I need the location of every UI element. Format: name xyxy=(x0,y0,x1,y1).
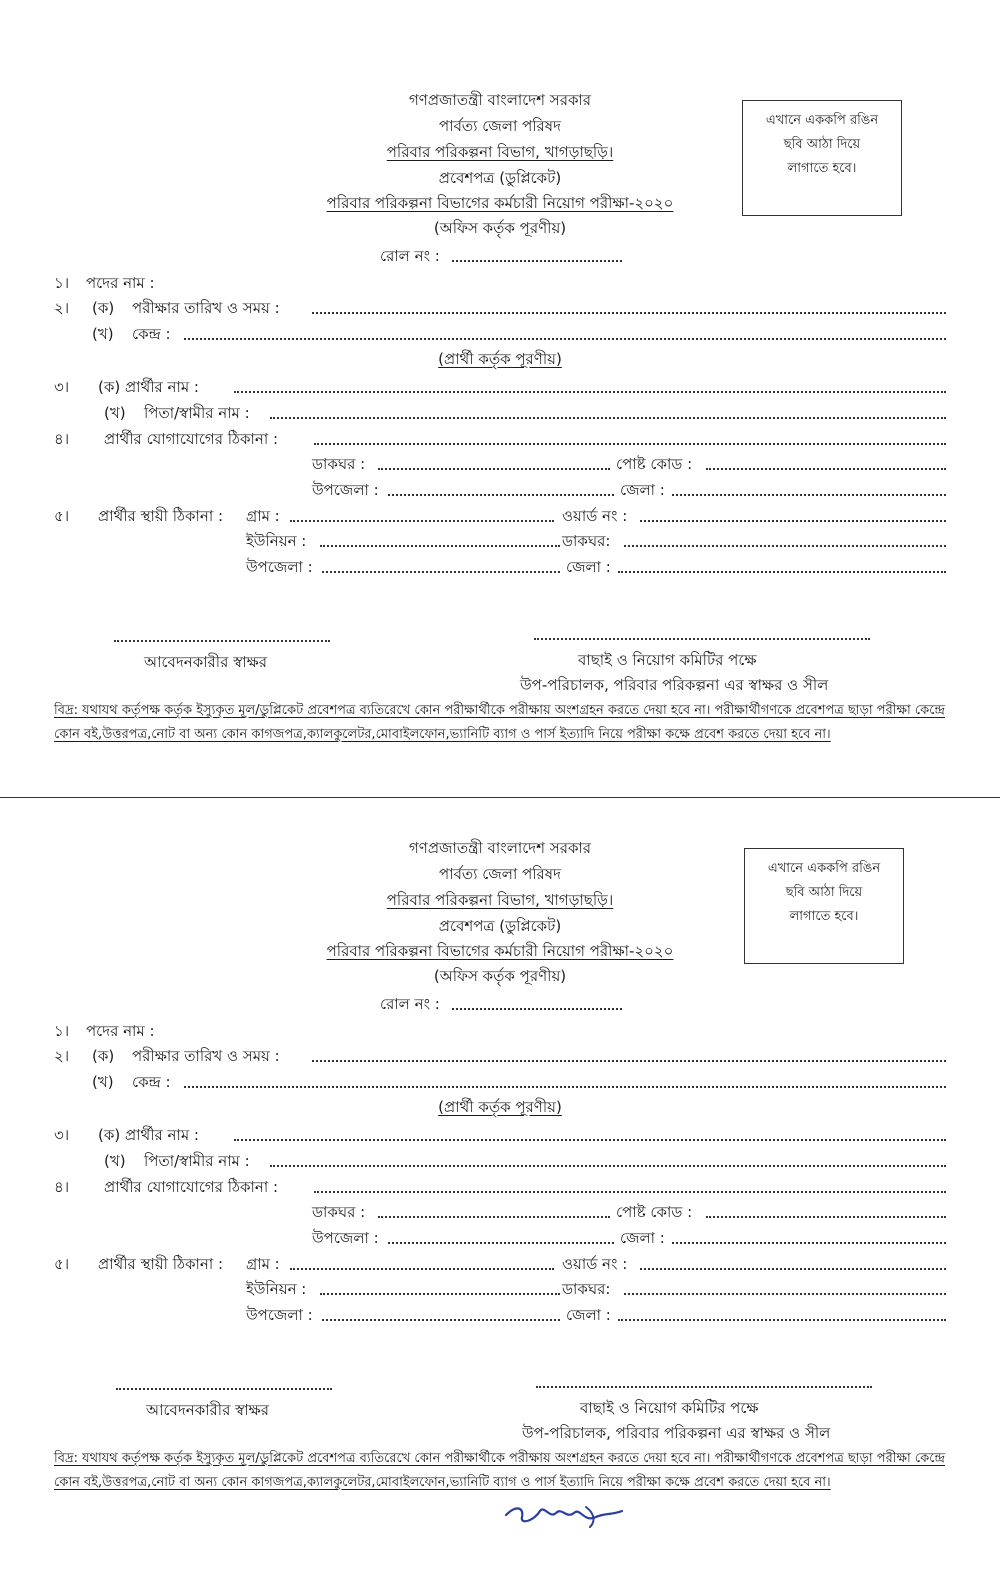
upazila-field[interactable] xyxy=(322,1319,560,1321)
union-label: ইউনিয়ন : xyxy=(246,532,307,550)
upazila-label: উপজেলা : xyxy=(312,481,379,499)
council-title: পার্বত্য জেলা পরিষদ xyxy=(439,117,561,135)
centre-label: কেন্দ্র : xyxy=(132,325,171,343)
exam-datetime-label: পরীক্ষার তারিখ ও সময় : xyxy=(132,1047,280,1065)
contact-address-field[interactable] xyxy=(314,1191,946,1193)
item-number: ৩। xyxy=(54,1126,70,1144)
exam-datetime-field[interactable] xyxy=(312,312,946,314)
district-label: জেলা : xyxy=(566,1306,611,1324)
applicant-signature-label: আবেদনকারীর স্বাক্ষর xyxy=(146,1401,269,1419)
roll-label: রোল নং : xyxy=(380,995,440,1013)
upazila-label: উপজেলা : xyxy=(246,558,313,576)
candidate-name-label: (ক) প্রার্থীর নাম : xyxy=(98,1126,199,1144)
photo-box xyxy=(744,848,904,964)
photo-text: ছবি আঠা দিয়ে xyxy=(785,885,863,900)
ward-label: ওয়ার্ড নং : xyxy=(562,1255,628,1273)
exam-datetime-field[interactable] xyxy=(312,1060,946,1062)
candidate-name-label: (ক) প্রার্থীর নাম : xyxy=(98,378,199,396)
kha-label: (খ) xyxy=(92,1073,114,1091)
item-number: ২। xyxy=(54,1047,70,1065)
applicant-signature-label: আবেদনকারীর স্বাক্ষর xyxy=(144,653,267,671)
postcode-label: পোষ্ট কোড : xyxy=(616,455,693,473)
district-field[interactable] xyxy=(618,571,946,573)
district-field[interactable] xyxy=(672,494,946,496)
gov-title: গণপ্রজাতন্ত্রী বাংলাদেশ সরকার xyxy=(408,91,592,109)
upazila-field[interactable] xyxy=(322,571,560,573)
committee-label: বাছাই ও নিয়োগ কমিটির পক্ষে xyxy=(580,1399,759,1417)
postoffice-label: ডাকঘর : xyxy=(312,1203,366,1221)
kha-label: (খ) xyxy=(92,325,114,343)
card-title: প্রবেশপত্র (ডুপ্লিকেট) xyxy=(438,917,562,935)
upazila-field[interactable] xyxy=(388,1242,614,1244)
council-title: পার্বত্য জেলা পরিষদ xyxy=(439,865,561,883)
district-label: জেলা : xyxy=(620,481,665,499)
kha-label: (খ) xyxy=(104,404,126,422)
permanent-address-label: প্রার্থীর স্থায়ী ঠিকানা : xyxy=(98,1255,224,1273)
roll-field[interactable] xyxy=(452,260,622,262)
district-field[interactable] xyxy=(672,1242,946,1244)
postoffice2-field[interactable] xyxy=(624,545,946,547)
ka-label: (ক) xyxy=(92,299,115,317)
father-label: পিতা/স্বামীর নাম : xyxy=(144,1152,250,1170)
photo-text: এখানে এককপি রঙিন xyxy=(765,113,879,128)
post-name-label: পদের নাম : xyxy=(86,1022,155,1040)
committee-signature-line[interactable] xyxy=(536,1386,872,1388)
centre-label: কেন্দ্র : xyxy=(132,1073,171,1091)
contact-address-label: প্রার্থীর যোগাযোগের ঠিকানা : xyxy=(104,1178,278,1196)
item-number: ১। xyxy=(54,1022,70,1040)
deputy-label: উপ-পরিচালক, পরিবার পরিকল্পনা এর স্বাক্ষর ও সীল xyxy=(522,1424,831,1442)
district-field[interactable] xyxy=(618,1319,946,1321)
village-label: গ্রাম : xyxy=(246,1255,280,1273)
card-title: প্রবেশপত্র (ডুপ্লিকেট) xyxy=(438,169,562,187)
ward-label: ওয়ার্ড নং : xyxy=(562,507,628,525)
candidate-fill-label: (প্রার্থী কর্তৃক পূরণীয়) xyxy=(438,350,562,368)
centre-field[interactable] xyxy=(184,1086,946,1088)
instruction-note: বিদ্র: যথাযথ কর্তৃপক্ষ কর্তৃক ইস্যুকৃত মূল/ডুপ্লিকেট প্রবেশপত্র ব্যতিরেখে কোন পরীক্ষার্থীকে পরীক্ষায় অংশগ্রহন করতে দেয়া হবে না। পরীক্ষার্থীগণকে প্রবেশপত্র ছাড়া পরীক্ষা কেন্দ্রে কোন বই,উত্তরপত্র,নোট বা অন্য কোন কাগজপত্র,ক্যালকুলেটর,মোবাইলফোন,ভ্যানিটি ব্যাগ ও পার্স ইত্যাদি নিয়ে পরীক্ষা কক্ষে প্রবেশ করতে দেয়া হবে না। xyxy=(54,1451,945,1490)
candidate-name-field[interactable] xyxy=(234,391,946,393)
post-name-label: পদের নাম : xyxy=(86,274,155,292)
district-label: জেলা : xyxy=(566,558,611,576)
item-number: ২। xyxy=(54,299,70,317)
father-field[interactable] xyxy=(270,417,946,419)
permanent-address-label: প্রার্থীর স্থায়ী ঠিকানা : xyxy=(98,507,224,525)
postcode-label: পোষ্ট কোড : xyxy=(616,1203,693,1221)
handwritten-signature xyxy=(500,1495,630,1535)
gov-title: গণপ্রজাতন্ত্রী বাংলাদেশ সরকার xyxy=(408,839,592,857)
upazila-label: উপজেলা : xyxy=(246,1306,313,1324)
union-field[interactable] xyxy=(320,1293,560,1295)
ward-field[interactable] xyxy=(640,520,946,522)
village-field[interactable] xyxy=(290,520,554,522)
roll-field[interactable] xyxy=(452,1008,622,1010)
photo-box xyxy=(742,100,902,216)
committee-signature-line[interactable] xyxy=(534,638,870,640)
upazila-field[interactable] xyxy=(388,494,614,496)
upazila-label: উপজেলা : xyxy=(312,1229,379,1247)
exam-title: পরিবার পরিকল্পনা বিভাগের কর্মচারী নিয়োগ পরীক্ষা-২০২০ xyxy=(326,942,674,960)
item-number: ৪। xyxy=(54,1178,70,1196)
postoffice-field[interactable] xyxy=(378,1216,610,1218)
union-field[interactable] xyxy=(320,545,560,547)
exam-title: পরিবার পরিকল্পনা বিভাগের কর্মচারী নিয়োগ পরীক্ষা-২০২০ xyxy=(326,194,674,212)
applicant-signature-line[interactable] xyxy=(114,640,330,642)
candidate-name-field[interactable] xyxy=(234,1139,946,1141)
district-label: জেলা : xyxy=(620,1229,665,1247)
item-number: ৫। xyxy=(54,507,70,525)
father-label: পিতা/স্বামীর নাম : xyxy=(144,404,250,422)
kha-label: (খ) xyxy=(104,1152,126,1170)
deputy-label: উপ-পরিচালক, পরিবার পরিকল্পনা এর স্বাক্ষর ও সীল xyxy=(520,676,829,694)
photo-text: এখানে এককপি রঙিন xyxy=(767,861,881,876)
instruction-note: বিদ্র: যথাযথ কর্তৃপক্ষ কর্তৃক ইস্যুকৃত মূল/ডুপ্লিকেট প্রবেশপত্র ব্যতিরেখে কোন পরীক্ষার্থীকে পরীক্ষায় অংশগ্রহন করতে দেয়া হবে না। পরীক্ষার্থীগণকে প্রবেশপত্র ছাড়া পরীক্ষা কেন্দ্রে কোন বই,উত্তরপত্র,নোট বা অন্য কোন কাগজপত্র,ক্যালকুলেটর,মোবাইলফোন,ভ্যানিটি ব্যাগ ও পার্স ইত্যাদি নিয়ে পরীক্ষা কক্ষে প্রবেশ করতে দেয়া হবে না। xyxy=(54,703,945,742)
exam-datetime-label: পরীক্ষার তারিখ ও সময় : xyxy=(132,299,280,317)
dept-title: পরিবার পরিকল্পনা বিভাগ, খাগড়াছড়ি। xyxy=(386,891,614,909)
ka-label: (ক) xyxy=(92,1047,115,1065)
photo-text: ছবি আঠা দিয়ে xyxy=(783,137,861,152)
roll-label: রোল নং : xyxy=(380,247,440,265)
village-field[interactable] xyxy=(290,1268,554,1270)
committee-label: বাছাই ও নিয়োগ কমিটির পক্ষে xyxy=(578,651,757,669)
contact-address-field[interactable] xyxy=(314,443,946,445)
union-label: ইউনিয়ন : xyxy=(246,1280,307,1298)
item-number: ১। xyxy=(54,274,70,292)
postoffice2-label: ডাকঘর: xyxy=(562,1280,611,1298)
dept-title: পরিবার পরিকল্পনা বিভাগ, খাগড়াছড়ি। xyxy=(386,143,614,161)
postcode-field[interactable] xyxy=(706,1216,946,1218)
applicant-signature-line[interactable] xyxy=(116,1388,332,1390)
admit-card-bottom xyxy=(0,748,1000,1528)
item-number: ৪। xyxy=(54,430,70,448)
postcode-field[interactable] xyxy=(706,468,946,470)
centre-field[interactable] xyxy=(184,338,946,340)
item-number: ৫। xyxy=(54,1255,70,1273)
ward-field[interactable] xyxy=(640,1268,946,1270)
village-label: গ্রাম : xyxy=(246,507,280,525)
photo-text: লাগাতে হবে। xyxy=(789,909,859,924)
office-fill-label: (অফিস কর্তৃক পূরণীয়) xyxy=(433,219,567,237)
contact-address-label: প্রার্থীর যোগাযোগের ঠিকানা : xyxy=(104,430,278,448)
admit-card-top xyxy=(0,0,1000,780)
item-number: ৩। xyxy=(54,378,70,396)
candidate-fill-label: (প্রার্থী কর্তৃক পূরণীয়) xyxy=(438,1098,562,1116)
postoffice2-field[interactable] xyxy=(624,1293,946,1295)
postoffice-label: ডাকঘর : xyxy=(312,455,366,473)
father-field[interactable] xyxy=(270,1165,946,1167)
postoffice2-label: ডাকঘর: xyxy=(562,532,611,550)
office-fill-label: (অফিস কর্তৃক পূরণীয়) xyxy=(433,967,567,985)
photo-text: লাগাতে হবে। xyxy=(787,161,857,176)
postoffice-field[interactable] xyxy=(378,468,610,470)
